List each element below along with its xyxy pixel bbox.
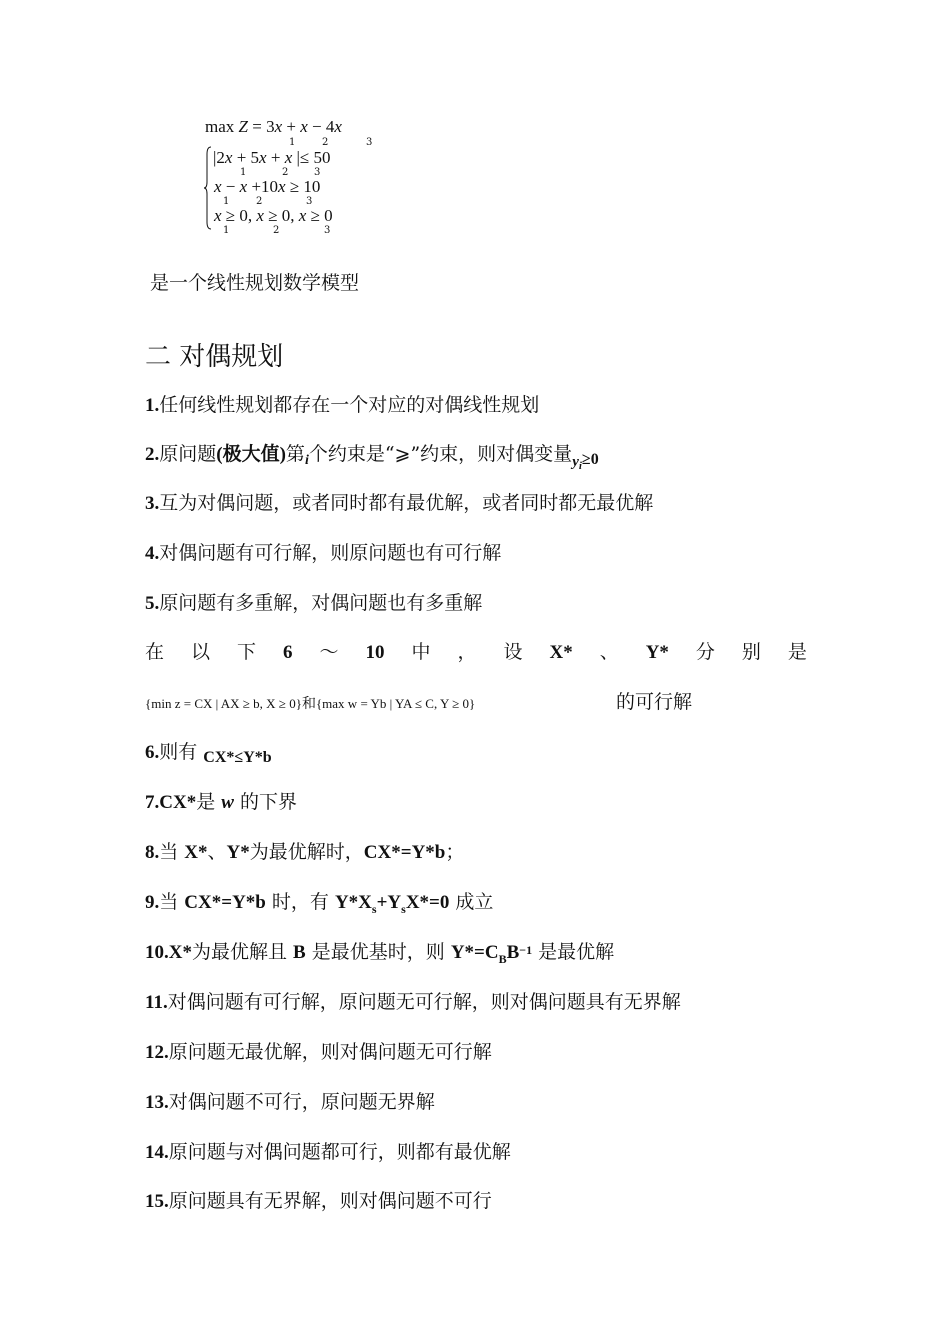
feasible-sets-tail: 的可行解 xyxy=(616,691,693,713)
subscript: 3 xyxy=(366,137,373,148)
subscript: 2 xyxy=(256,196,263,207)
x2-var: x xyxy=(239,177,248,196)
item-text: 任何线性规划都存在一个对应的对偶线性规划 xyxy=(159,394,540,416)
item-number: 2. xyxy=(145,444,160,465)
subscript: 1 xyxy=(289,137,296,148)
x2-var: x xyxy=(300,117,308,136)
w-var: w xyxy=(221,792,234,813)
subscript: i xyxy=(578,460,582,472)
intro-char: 在 xyxy=(145,641,165,663)
list-item xyxy=(145,494,653,513)
list-item xyxy=(145,743,272,766)
obj-minus: − 4 xyxy=(307,117,335,136)
item-text: 对偶问题有可行解，则原问题也有可行解 xyxy=(159,542,502,564)
item-text: 原问题与对偶问题都可行，则都有最优解 xyxy=(168,1141,511,1163)
x1-var: x xyxy=(214,177,222,196)
intro-char: 是 xyxy=(787,641,807,663)
item-number: 6. xyxy=(145,742,160,763)
item-text: 原问题无最优解，则对偶问题无可行解 xyxy=(168,1041,492,1063)
obj-coef1: = 3 xyxy=(248,117,275,136)
item-number: 9. xyxy=(145,892,160,913)
formula: Y*=C xyxy=(450,942,499,963)
x3-var: x xyxy=(278,177,286,196)
intro-char: 6 xyxy=(283,642,293,663)
item-text: 成立 xyxy=(449,891,494,913)
intro-char: 下 xyxy=(237,641,257,663)
item-text: 、 xyxy=(207,841,227,863)
subscript: 1 xyxy=(240,167,247,178)
x1-var: x xyxy=(214,206,222,225)
list-item xyxy=(145,1143,511,1162)
formula: CX* xyxy=(159,792,197,813)
item-text: 原问题有多重解，对偶问题也有多重解 xyxy=(159,592,483,614)
list-item xyxy=(145,1043,492,1062)
intro-char: 中 xyxy=(411,641,431,663)
item-text: 是最优基时，则 xyxy=(305,941,451,963)
superscript: −1 xyxy=(519,943,533,957)
item-text: ”约束，则对偶变量 xyxy=(410,443,573,465)
item-number: 8. xyxy=(145,842,160,863)
subscript: 2 xyxy=(282,167,289,178)
intro-char: 设 xyxy=(503,641,523,663)
obj-plus: + xyxy=(282,117,301,136)
item-text: 时，有 xyxy=(265,891,335,913)
c2-minus: − xyxy=(221,177,240,196)
subscript: 3 xyxy=(324,225,331,236)
list-item xyxy=(145,396,539,415)
primal-set: {min z = CX | AX ≥ b, X ≥ 0} xyxy=(145,696,302,711)
c1-coef: |2 xyxy=(213,148,225,167)
list-item xyxy=(145,943,614,965)
item-text: 互为对偶问题，或者同时都有最优解，或者同时都无最优解 xyxy=(159,492,654,514)
subscript: s xyxy=(401,902,406,916)
intro-char: 、 xyxy=(599,641,619,663)
subscript: 2 xyxy=(273,225,280,236)
item-text: 第 xyxy=(285,443,305,465)
intro-char: Y* xyxy=(645,642,669,663)
list-item xyxy=(145,793,297,812)
formula: B xyxy=(293,942,306,963)
item-text: ； xyxy=(445,841,465,863)
item-text: 为最优解且 xyxy=(191,941,294,963)
x2-var: x xyxy=(256,206,264,225)
intro-char: 分 xyxy=(695,641,715,663)
subscript: 2 xyxy=(322,137,329,148)
c1-plus: + xyxy=(266,148,285,167)
constraint-1 xyxy=(213,149,330,166)
subscript: 3 xyxy=(314,167,321,178)
formula: X*=0 xyxy=(405,892,450,913)
list-item xyxy=(145,843,464,862)
index-var: i xyxy=(304,453,309,468)
x1-var: x xyxy=(274,117,283,136)
constraint-3 xyxy=(214,207,333,224)
x1-var: x xyxy=(224,148,233,167)
c2-rhs: ≥ 10 xyxy=(285,177,321,196)
item-text: 个约束是“ xyxy=(308,443,395,465)
x3-var: x xyxy=(298,206,307,225)
intro-char: 10 xyxy=(365,642,385,663)
constraint-2 xyxy=(214,178,320,195)
item-number: 5. xyxy=(145,593,160,614)
and-word: 和 xyxy=(301,696,316,712)
list-item xyxy=(145,1192,492,1211)
y-var: y xyxy=(572,454,579,470)
c1-coef: + 5 xyxy=(232,148,260,167)
item-text: 原问题 xyxy=(159,443,217,465)
item-number: 15. xyxy=(145,1191,169,1212)
item-text: 是 xyxy=(196,791,222,813)
intro-char: ， xyxy=(457,641,477,663)
item-text: 是最优解 xyxy=(532,941,615,963)
formula: Y* xyxy=(226,842,250,863)
list-item xyxy=(145,993,681,1012)
formula: CX*≤Y*b xyxy=(203,749,272,766)
list-item xyxy=(145,893,493,915)
max-label: max xyxy=(205,117,239,136)
c2-coef: +10 xyxy=(247,177,279,196)
item-number: 10. xyxy=(145,942,169,963)
subscript: 1 xyxy=(223,225,230,236)
list-item xyxy=(145,544,501,563)
formula: X* xyxy=(184,842,208,863)
formula: X* xyxy=(168,942,192,963)
c3-geq: ≥ 0, xyxy=(263,206,299,225)
intro-line xyxy=(145,643,807,662)
item-text: 原问题具有无界解，则对偶问题不可行 xyxy=(168,1190,492,1212)
x3-var: x xyxy=(284,148,293,167)
subscript: s xyxy=(371,902,377,916)
list-item xyxy=(145,1093,435,1112)
item-number: 11. xyxy=(145,992,168,1013)
subscript: 1 xyxy=(223,196,230,207)
item-text: ≥0 xyxy=(581,451,599,468)
list-item xyxy=(145,445,599,472)
formula: B xyxy=(506,942,520,963)
subscript: 3 xyxy=(306,196,313,207)
x2-var: x xyxy=(259,148,267,167)
model-caption: 是一个线性规划数学模型 xyxy=(150,272,360,294)
item-text: 当 xyxy=(159,891,185,913)
item-number: 7. xyxy=(145,792,160,813)
intro-char: ～ xyxy=(319,641,339,663)
feasible-sets-line xyxy=(145,693,475,712)
item-text: (极大值) xyxy=(216,444,286,465)
intro-char: 别 xyxy=(741,641,761,663)
c3-geq: ≥ 0, xyxy=(221,206,257,225)
item-text: 为最优解时， xyxy=(249,841,364,863)
dual-set: {max w = Yb | YA ≤ C, Y ≥ 0} xyxy=(315,696,476,711)
item-number: 4. xyxy=(145,543,160,564)
formula: +Y xyxy=(376,892,402,913)
item-number: 1. xyxy=(145,395,160,416)
objective-function xyxy=(205,118,342,135)
c3-geq: ≥ 0 xyxy=(306,206,333,225)
c1-rhs: |≤ 50 xyxy=(292,148,331,167)
list-item xyxy=(145,594,482,613)
item-text: 对偶问题不可行，原问题无界解 xyxy=(168,1091,435,1113)
z-var: Z xyxy=(238,117,248,136)
geq-symbol: ⩾ xyxy=(394,443,411,465)
item-text: 则有 xyxy=(159,741,204,763)
formula: Y*X xyxy=(334,892,372,913)
item-number: 14. xyxy=(145,1142,169,1163)
intro-char: 以 xyxy=(191,641,211,663)
formula: CX*=Y*b xyxy=(184,892,266,913)
intro-char: X* xyxy=(549,642,573,663)
item-number: 3. xyxy=(145,493,160,514)
item-text: 的下界 xyxy=(233,791,297,813)
item-number: 13. xyxy=(145,1092,169,1113)
section-heading: 二 对偶规划 xyxy=(145,342,284,372)
formula: CX*=Y*b xyxy=(363,842,446,863)
subscript: B xyxy=(498,952,507,966)
item-text: 对偶问题有可行解，原问题无可行解，则对偶问题具有无界解 xyxy=(167,991,681,1013)
x3-var: x xyxy=(334,117,342,136)
item-number: 12. xyxy=(145,1042,169,1063)
item-text: 当 xyxy=(159,841,185,863)
left-brace-icon xyxy=(204,146,212,230)
